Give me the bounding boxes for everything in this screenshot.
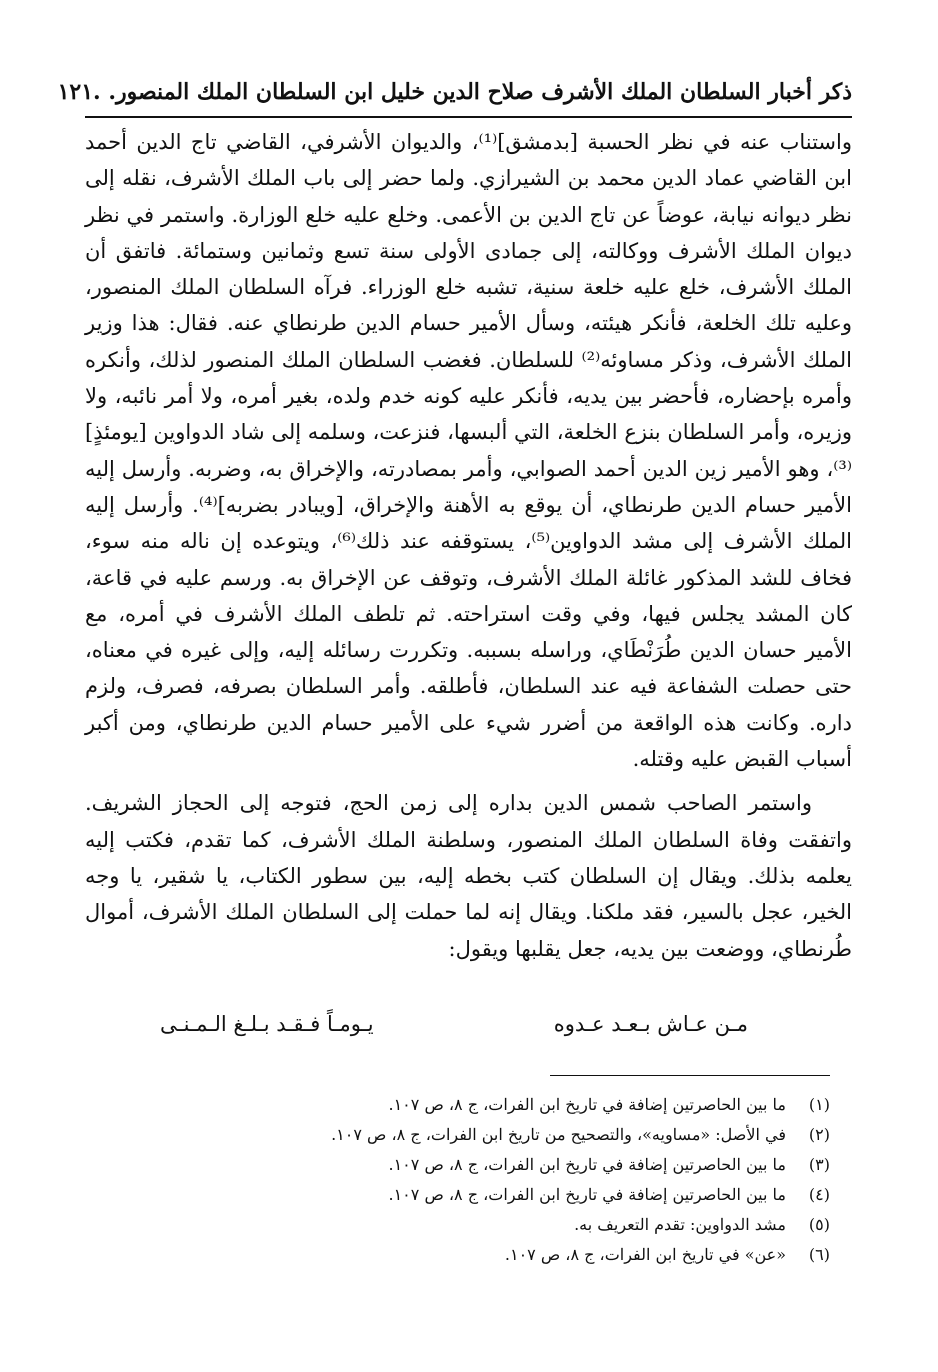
paragraph-2: واستمر الصاحب شمس الدين بداره إلى زمن الحج، فتوجه إلى الحجاز الشريف. واتفقت وفاة السلطان الملك المنصور، وسلطنة الملك الأشرف، كما تقدم، فكتب إليه يعلمه بذلك. ويقال إن السلطان كتب بخطه إليه، بين سطور الكتاب، يا شقير، يا وجه الخير، عجل بالسير، فقد ملكنا. ويقال إنه لما حملت إلى السلطان الملك الأشرف، أموال طُرنطاي، ووضعت بين يديه، جعل يقلبها ويقول: — [85, 791, 852, 961]
footnote-item — [85, 1150, 830, 1180]
footnote-text: مشد الدواوين: تقدم التعريف به. — [574, 1215, 786, 1234]
footnote-text: ما بين الحاصرتين إضافة في تاريخ ابن الفرات، ج ٨، ص ١٠٧. — [388, 1155, 786, 1174]
main-text — [85, 124, 852, 967]
verse-second-hemistich: يـومـاً فـقـد بـلـغ الـمـنـى — [160, 1012, 374, 1036]
footnotes-list — [85, 1090, 830, 1270]
footnote-number: (٥) — [808, 1215, 830, 1234]
footnote-text: «عن» في تاريخ ابن الفرات، ج ٨، ص ١٠٧. — [504, 1245, 786, 1264]
poetry-verse — [160, 1012, 748, 1036]
footnote-number: (١) — [808, 1095, 830, 1114]
page-number: ١٢١ — [57, 79, 94, 105]
running-title: ذكر أخبار السلطان الملك الأشرف صلاح الدين خليل ابن السلطان الملك المنصور. . — [93, 79, 852, 105]
footnote-text: في الأصل: «مساويه»، والتصحيح من تاريخ ابن الفرات، ج ٨، ص ١٠٧. — [331, 1125, 786, 1144]
footnote-item — [85, 1120, 830, 1150]
footnote-text: ما بين الحاصرتين إضافة في تاريخ ابن الفرات، ج ٨، ص ١٠٧. — [388, 1095, 786, 1114]
footnote-item — [85, 1240, 830, 1270]
footnote-divider — [550, 1075, 830, 1076]
footnote-item — [85, 1090, 830, 1120]
verse-first-hemistich: مـن عـاش بـعـد عـدوه — [553, 1012, 748, 1036]
running-header — [57, 72, 852, 112]
footnote-number: (٣) — [808, 1155, 830, 1174]
footnote-text: ما بين الحاصرتين إضافة في تاريخ ابن الفرات، ج ٨، ص ١٠٧. — [388, 1185, 786, 1204]
paragraph-1: واستناب عنه في نظر الحسبة [بدمشق]⁽¹⁾، والديوان الأشرفي، القاضي تاج الدين أحمد ابن القاضي عماد الدين محمد بن الشيرازي. ولما حضر إلى باب الملك الأشرف، نقله إلى نظر ديوانه نيابة، عوضاً عن تاج الدين بن الأعمى. وخلع عليه خلع الوزارة. واستمر في نظر ديوان الملك الأشرف ووكالته، إلى جمادى الأولى سنة تسع وثمانين وستمائة. فاتفق أن الملك الأشرف، خلع عليه خلعة سنية، تشبه خلع الوزراء. فرآه السلطان الملك المنصور، وعليه تلك الخلعة، فأنكر هيئته، وسأل الأمير حسام الدين طرنطاي عنه. فقال: هذا وزير الملك الأشرف، وذكر مساوئه⁽²⁾ للسلطان. فغضب السلطان الملك المنصور لذلك، وأنكره وأمره بإحضاره، فأحضر بين يديه، فأنكر عليه كونه خدم ولده، بغير أمره، ولا أمر نائبه، ولا وزيره، وأمر السلطان بنزع الخلعة، التي ألبسها، فنزعت، وسلمه إلى شاد الدواوين [يومئذٍ]⁽³⁾، وهو الأمير زين الدين أحمد الصوابي، وأمر بمصادرته، والإخراق به، وضربه. وأرسل إليه الأمير حسام الدين طرنطاي، أن يوقع به الأهنة والإخراق، [ويبادر بضربه]⁽⁴⁾. وأرسل إليه الملك الأشرف إلى مشد الدواوين⁽⁵⁾، يستوقفه عند ذلك⁽⁶⁾، ويتوعده إن ناله منه سوء، فخاف للشد المذكور غائلة الملك الأشرف، وتوقف عن الإخراق به. ورسم عليه في قاعة، كان المشد يجلس فيها، وفي وقت استراحته. ثم تلطف الملك الأشرف في أمره، مع الأمير حسان الدين طُرَنْطَاي، وراسله بسببه. وتكررت رسائله إليه، وإلى غيره في معناه، حتى حصلت الشفاعة فيه عند السلطان، فأطلقه. وأمر السلطان بصرفه، فصرف، ولزم داره. وكانت هذه الواقعة من أضرر شيء على الأمير حسام الدين طرنطاي، ومن أكبر أسباب القبض عليه وقتله. — [85, 130, 852, 772]
header-divider — [85, 116, 852, 118]
footnote-number: (٤) — [808, 1185, 830, 1204]
footnote-item — [85, 1180, 830, 1210]
footnote-number: (٦) — [808, 1245, 830, 1264]
footnote-item — [85, 1210, 830, 1240]
footnote-number: (٢) — [808, 1125, 830, 1144]
